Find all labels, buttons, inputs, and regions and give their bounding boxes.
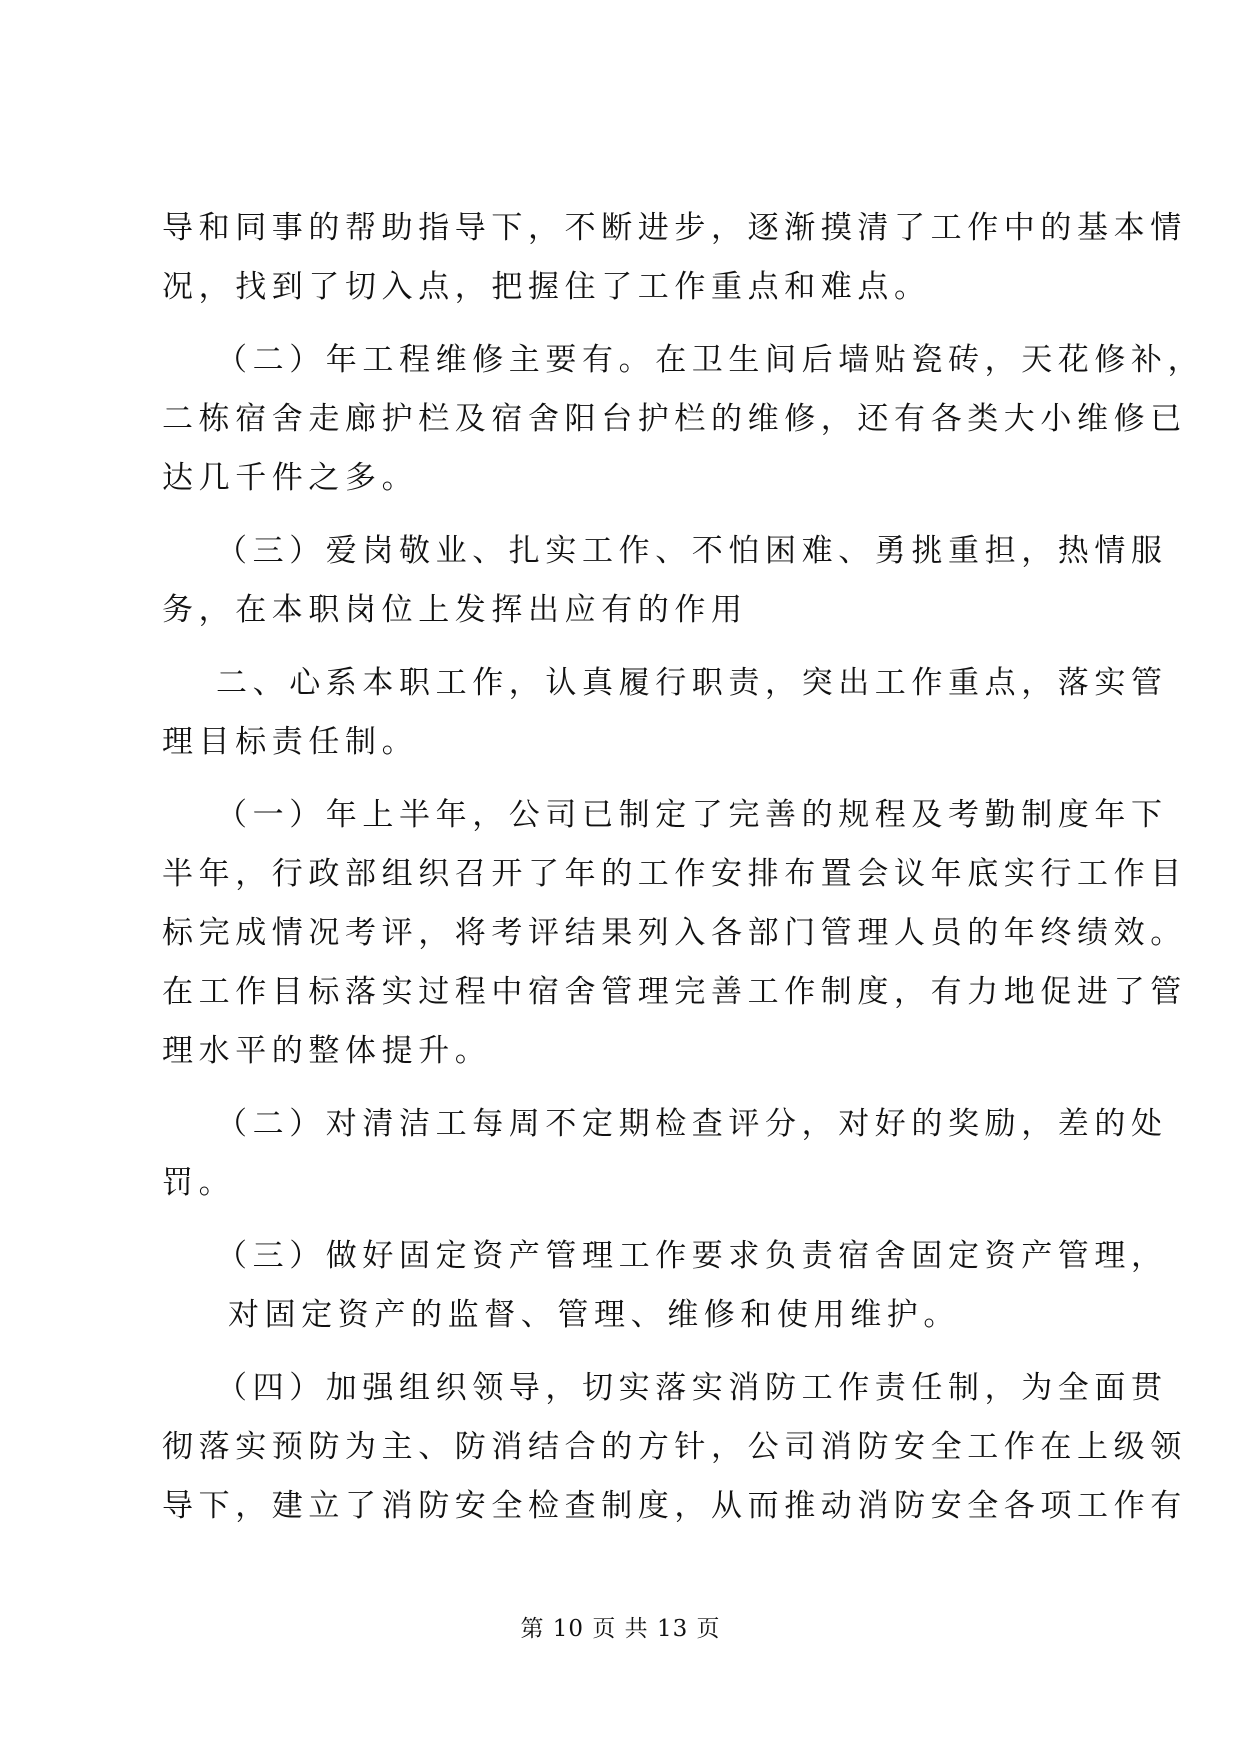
body-text-line: 罚。 xyxy=(162,1165,236,1201)
body-text-line: 二栋宿舍走廊护栏及宿舍阳台护栏的维修，还有各类大小维修已 xyxy=(162,401,1187,437)
body-text-line: 对固定资产的监督、管理、维修和使用维护。 xyxy=(228,1297,960,1333)
body-text-line: 彻落实预防为主、防消结合的方针，公司消防安全工作在上级领 xyxy=(162,1429,1187,1465)
body-text-line: （四）加强组织领导，切实落实消防工作责任制，为全面贯 xyxy=(216,1370,1168,1406)
body-text-line: 导下，建立了消防安全检查制度，从而推动消防安全各项工作有 xyxy=(162,1488,1187,1524)
body-text-line: （三）爱岗敬业、扎实工作、不怕困难、勇挑重担，热情服 xyxy=(216,533,1168,569)
body-text-line: （二）年工程维修主要有。在卫生间后墙贴瓷砖，天花修补， xyxy=(216,342,1205,378)
body-text-line: 况，找到了切入点，把握住了工作重点和难点。 xyxy=(162,269,931,305)
body-text-line: （二）对清洁工每周不定期检查评分，对好的奖励，差的处 xyxy=(216,1106,1168,1142)
page-number-footer: 第 10 页 共 13 页 xyxy=(520,1616,721,1642)
body-text-line: 理水平的整体提升。 xyxy=(162,1033,492,1069)
body-text-line: 半年，行政部组织召开了年的工作安排布置会议年底实行工作目 xyxy=(162,856,1187,892)
body-text-line: （三）做好固定资产管理工作要求负责宿舍固定资产管理， xyxy=(216,1238,1168,1274)
body-text-line: 导和同事的帮助指导下，不断进步，逐渐摸清了工作中的基本情 xyxy=(162,210,1187,246)
body-text-line: （一）年上半年，公司已制定了完善的规程及考勤制度年下 xyxy=(216,797,1168,833)
body-text-line: 二、心系本职工作，认真履行职责，突出工作重点，落实管 xyxy=(216,665,1168,701)
body-text-line: 理目标责任制。 xyxy=(162,724,419,760)
body-text-line: 达几千件之多。 xyxy=(162,460,419,496)
body-text-line: 标完成情况考评，将考评结果列入各部门管理人员的年终绩效。 xyxy=(162,915,1187,951)
body-text-line: 在工作目标落实过程中宿舍管理完善工作制度，有力地促进了管 xyxy=(162,974,1187,1010)
body-text-line: 务，在本职岗位上发挥出应有的作用 xyxy=(162,592,748,628)
